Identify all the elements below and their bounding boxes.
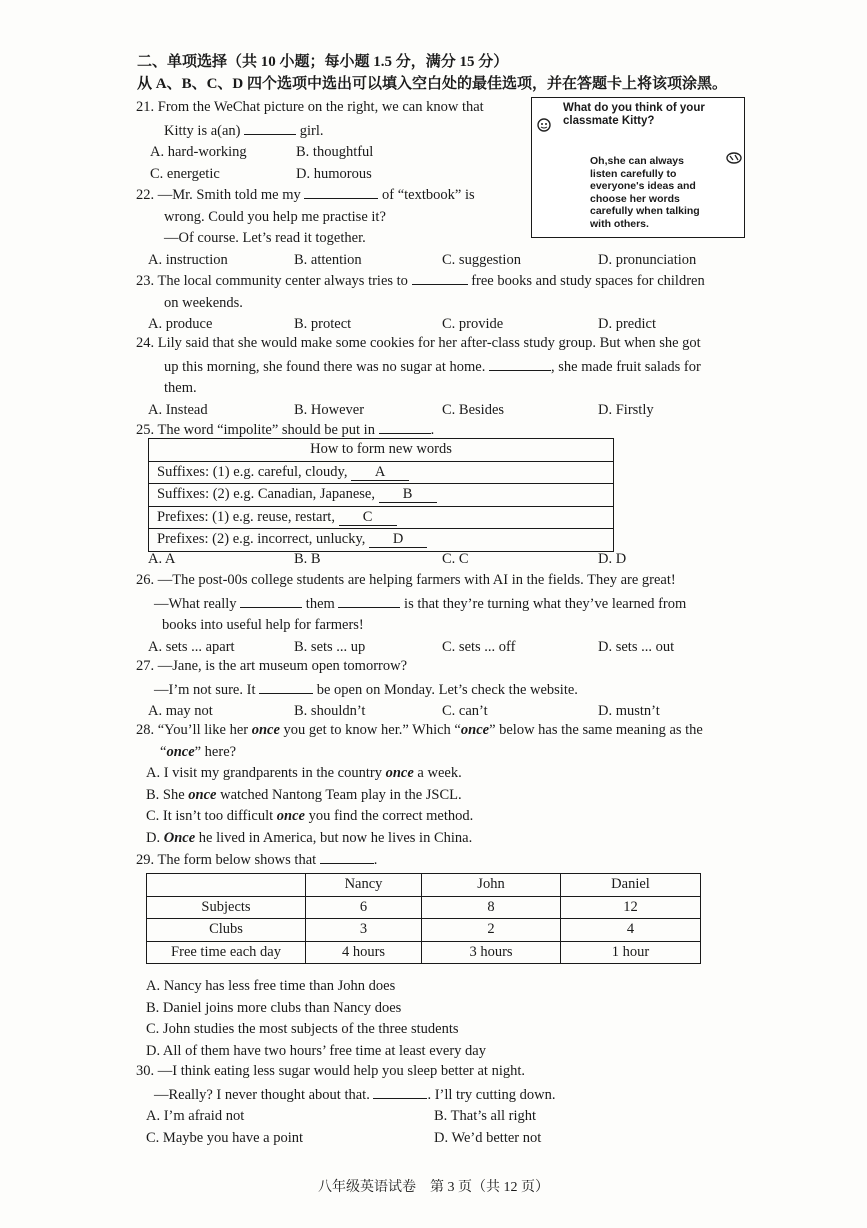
question-28 [136,720,756,849]
wechat-question: What do you think of your classmate Kitty? [563,102,705,127]
page-footer: 八年级英语试卷 第 3 页（共 12 页） [318,1180,549,1195]
question-22 [136,183,756,271]
q24-option-a[interactable]: A. Instead [148,401,208,418]
wechat-answer: Oh,she can always listen carefully to everyone's ideas and choose her words carefully when talking with others. [590,155,700,230]
q29-option-d[interactable]: D. All of them have two hours’ free time at least every day [146,1042,486,1059]
question-27 [136,656,756,723]
q21-option-b[interactable]: B. thoughtful [296,144,374,160]
q26-stem-3: books into useful help for farmers! [162,617,364,633]
q27-stem-2: —I’m not sure. It be open on Monday. Let’s check the website. [136,678,756,702]
q30-options-row2 [136,1128,756,1150]
table-header-row [147,874,701,897]
q24-stem: 24. Lily said that she would make some cookies for her after-class study group. But when she got [136,335,701,351]
q23-option-a[interactable]: A. produce [148,316,213,332]
q30-option-b[interactable]: B. That’s all right [434,1108,537,1124]
header-nancy: Nancy [306,874,422,897]
q30-option-a[interactable]: A. I’m afraid not [146,1108,245,1124]
q21-options-row1 [136,142,516,164]
q29-option-c[interactable]: C. John studies the most subjects of the three students [146,1021,459,1037]
q26-option-d[interactable]: D. sets ... out [598,638,675,655]
q29-stem: 29. The form below shows that . [136,848,756,872]
q28-stem: 28. “You’ll like her once you get to know her.” Which “once” below has the same meaning as the [136,722,703,738]
q23-option-b[interactable]: B. protect [294,316,352,332]
q28-option-a[interactable]: A. I visit my grandparents in the country once a week. [146,765,462,781]
word-table-row: Suffixes: (2) e.g. Canadian, Japanese, B [149,484,614,507]
word-table-row: Suffixes: (1) e.g. careful, cloudy, A [149,461,614,484]
q26-options [136,637,756,659]
q27-option-c[interactable]: C. can’t [442,703,488,719]
students-table [146,873,701,964]
q22-option-b[interactable]: B. attention [294,251,362,268]
q22-stem-2: wrong. Could you help me practise it? [164,208,386,225]
question-21 [136,97,516,185]
table-row: Subjects 6 8 12 [147,896,701,919]
q21-stem: 21. From the WeChat picture on the right, we can know that [136,99,484,115]
q27-stem: 27. —Jane, is the art museum open tomorrow? [136,658,408,674]
table-row: Free time each day 4 hours 3 hours 1 hour [147,941,701,964]
q28-stem-2: “once” here? [160,743,237,760]
q25-stem: 25. The word “impolite” should be put in . [136,418,756,442]
q30-stem: 30. —I think eating less sugar would help you sleep better at night. [136,1063,526,1079]
q26-stem-2: —What really them is that they’re turning what they’ve learned from [136,592,756,616]
header-john: John [422,874,561,897]
table-row: Clubs 3 2 4 [147,919,701,942]
word-table-title: How to form new words [149,439,614,462]
q25-option-d[interactable]: D. D [598,551,627,567]
q26-option-a[interactable]: A. sets ... apart [148,638,235,655]
q23-stem-2: on weekends. [164,294,243,311]
q22-option-d[interactable]: D. pronunciation [598,251,697,268]
word-table-row: Prefixes: (1) e.g. reuse, restart, C [149,506,614,529]
q22-option-c[interactable]: C. suggestion [442,251,521,268]
q22-option-a[interactable]: A. instruction [148,251,228,268]
question-24 [136,333,756,421]
q23-stem: 23. The local community center always tries to free books and study spaces for children [136,269,756,293]
q29-option-a[interactable]: A. Nancy has less free time than John does [146,978,396,994]
question-29-options [136,976,756,1062]
q29-option-b[interactable]: B. Daniel joins more clubs than Nancy does [146,999,402,1016]
q27-option-b[interactable]: B. shouldn’t [294,703,366,719]
q21-option-a[interactable]: A. hard-working [150,144,247,160]
q25-option-b[interactable]: B. B [294,551,321,567]
q30-options-row1 [136,1106,756,1128]
q26-option-c[interactable]: C. sets ... off [442,638,516,655]
q26-option-b[interactable]: B. sets ... up [294,638,366,655]
header-daniel: Daniel [561,874,701,897]
section-instruction: 从 A、B、C、D 四个选项中选出可以填入空白处的最佳选项，并在答题卡上将该项涂黑。 [137,76,728,92]
question-29 [136,848,756,872]
q21-option-c[interactable]: C. energetic [150,165,220,182]
word-table-row: Prefixes: (2) e.g. incorrect, unlucky, D [149,529,614,552]
q28-option-d[interactable]: D. Once he lived in America, but now he lives in China. [146,829,473,846]
q24-option-c[interactable]: C. Besides [442,401,505,418]
q27-option-a[interactable]: A. may not [148,703,213,719]
q25-option-c[interactable]: C. C [442,551,469,567]
q30-option-d[interactable]: D. We’d better not [434,1129,542,1146]
q21-stem-2: Kitty is a(an) girl. [136,119,516,143]
q22-options [136,250,756,272]
q24-option-b[interactable]: B. However [294,401,365,418]
q22-stem: 22. —Mr. Smith told me my of “textbook” is [136,183,756,207]
q27-option-d[interactable]: D. mustn’t [598,703,660,719]
question-30 [136,1061,756,1149]
q26-stem: 26. —The post-00s college students are helping farmers with AI in the fields. They are great! [136,572,676,588]
q25-options [136,549,756,571]
q23-option-c[interactable]: C. provide [442,316,504,332]
question-26 [136,570,756,658]
q23-option-d[interactable]: D. predict [598,316,656,332]
q24-option-d[interactable]: D. Firstly [598,401,654,418]
avatar-icon [536,118,552,132]
q24-stem-3: them. [164,380,197,396]
question-25-options-wrap [136,549,756,571]
q30-option-c[interactable]: C. Maybe you have a point [146,1129,304,1146]
reply-avatar-icon [726,152,742,164]
section-title: 二、单项选择（共 10 小题；每小题 1.5 分，满分 15 分） [137,54,509,70]
q21-option-d[interactable]: D. humorous [296,165,372,182]
q22-stem-3: —Of course. Let’s read it together. [164,230,366,246]
question-23 [136,269,756,336]
word-formation-table [148,438,614,552]
q25-option-a[interactable]: A. A [148,551,176,567]
q21-options-row2 [136,164,516,186]
q30-stem-2: —Really? I never thought about that. . I’ll try cutting down. [136,1083,756,1107]
q28-option-b[interactable]: B. She once watched Nantong Team play in the JSCL. [146,786,462,803]
q24-stem-2: up this morning, she found there was no sugar at home. , she made fruit salads for [136,355,756,379]
q28-option-c[interactable]: C. It isn’t too difficult once you find the correct method. [146,808,474,824]
